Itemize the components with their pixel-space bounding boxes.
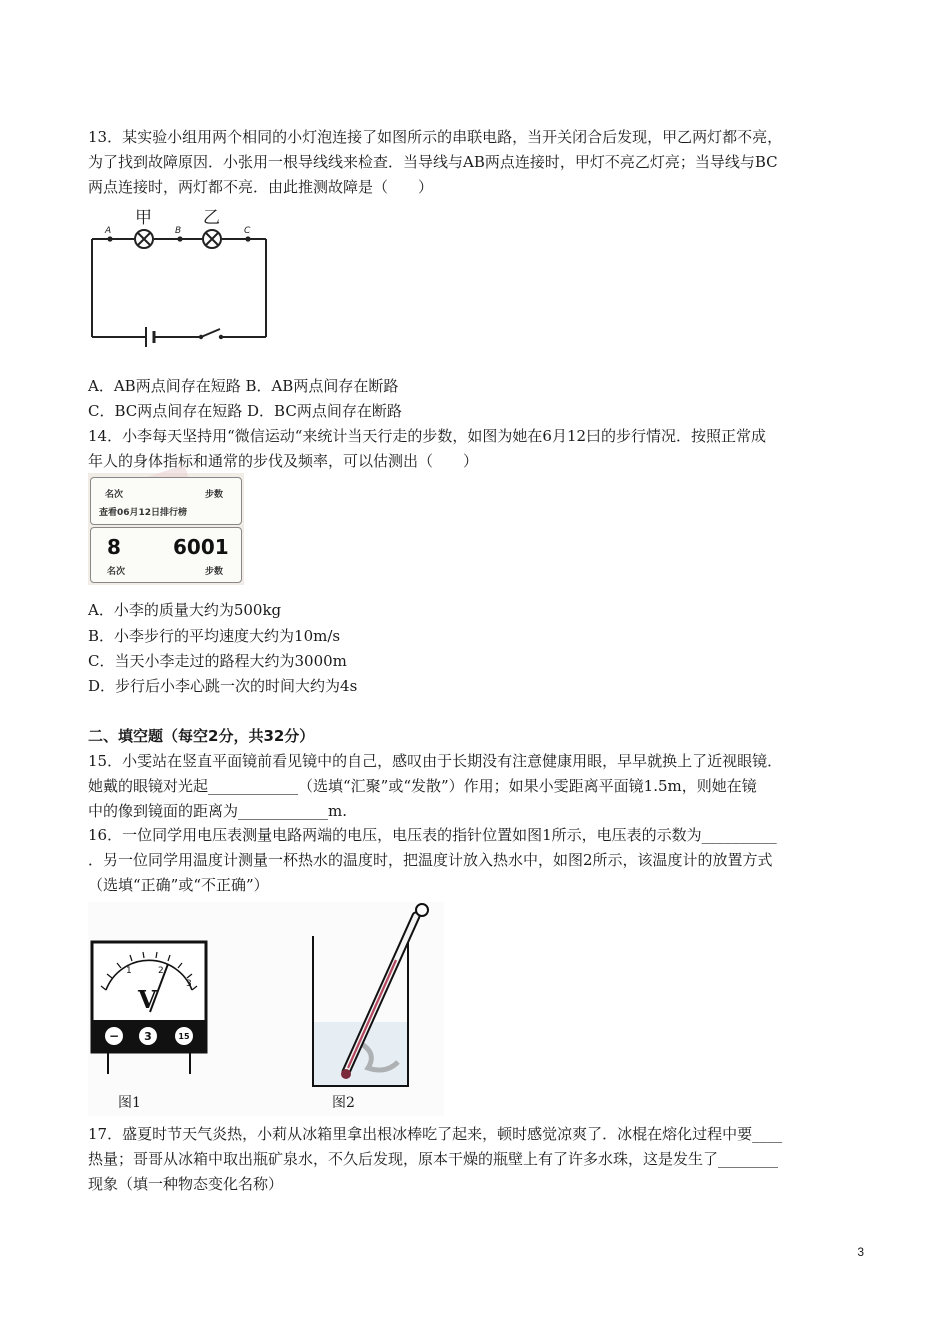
figure-2-label: 图2 <box>332 1095 355 1111</box>
scale-label-1: 1 <box>126 966 132 976</box>
lamp-yi-label: 乙 <box>203 208 220 228</box>
q13-line-2: 为了找到故障原因．小张用一根导线线来检查．当导线与AB两点连接时，甲灯不亮乙灯亮；当导线与BC <box>88 153 778 171</box>
rank-value: 8 <box>107 535 121 559</box>
ranking-header-card <box>90 477 242 525</box>
q14-option-b: B．小李步行的平均速度大约为10m/s <box>88 627 341 645</box>
terminal-3-label: 3 <box>144 1030 152 1043</box>
thermometer-beaker-figure <box>308 902 438 1102</box>
q17-line-2: 热量；哥哥从冰箱中取出瓶矿泉水，不久后发现，原本干燥的瓶壁上有了许多水珠，这是发生了________ <box>88 1150 779 1168</box>
figure-1-label: 图1 <box>118 1095 141 1111</box>
ranking-title: 查看06月12日排行榜 <box>99 508 188 518</box>
voltmeter-symbol: V <box>138 985 157 1014</box>
switch-pivot-dot <box>199 335 203 339</box>
q13-line-1: 13．某实验小组用两个相同的小灯泡连接了如图所示的串联电路，当开关闭合后发现，甲乙两灯都不亮， <box>88 128 783 146</box>
point-b-label: B <box>175 226 182 236</box>
q13-options-ab: A．AB两点间存在短路 B．AB两点间存在断路 <box>88 377 399 395</box>
q15-line-2: 她戴的眼镜对光起____________（选填“汇聚”或“发散”）作用；如果小雯距离平面镜1.5m，则她在镜 <box>88 777 757 795</box>
bottom-rank-label: 名次 <box>107 567 126 577</box>
q14-line-1: 14．小李每天坚持用“微信运动“来统计当天行走的步数，如图为她在6月12曰的步行情况．按照正常成 <box>88 427 767 445</box>
q15-line-1: 15．小雯站在竖直平面镜前看见镜中的自己，感叹由于长期没有注意健康用眼，早早就换上了近视眼镜． <box>88 752 783 770</box>
scale-label-3: 3 <box>186 979 192 989</box>
q17-line-3: 现象（填一种物态变化名称） <box>88 1175 284 1193</box>
point-a-dot <box>107 236 112 241</box>
bottom-steps-label: 步数 <box>205 567 224 577</box>
lamp-jia-label: 甲 <box>135 208 152 228</box>
q13-line-3: 两点连接时，两灯都不亮．由此推测故障是（ ） <box>88 178 434 196</box>
steps-value: 6001 <box>173 535 229 559</box>
terminal-negative-label: − <box>108 1029 120 1043</box>
terminal-15-label: 15 <box>178 1032 190 1041</box>
voltmeter-figure <box>90 940 210 1080</box>
q14-option-d: D．步行后小李心跳一次的时间大约为4s <box>88 677 358 695</box>
q16-line-2: ．另一位同学用温度计测量一杯热水的温度时，把温度计放入热水中，如图2所示，该温度计的放置方式 <box>88 851 773 869</box>
q16-line-1: 16．一位同学用电压表测量电路两端的电压，电压表的指针位置如图1所示，电压表的示数为__________ <box>88 826 777 844</box>
point-c-label: C <box>244 226 251 236</box>
point-a-label: A <box>105 226 112 236</box>
series-circuit-diagram <box>86 205 276 350</box>
q14-option-c: C．当天小李走过的路程大约为3000m <box>88 652 347 670</box>
page-number: 3 <box>857 1245 864 1259</box>
q15-line-3: 中的像到镜面的距离为____________m. <box>88 802 347 820</box>
q16-figures <box>88 902 444 1116</box>
wechat-sport-screenshot <box>88 473 244 585</box>
q14-line-2: 年人的身体指标和通常的步伐及频率，可以估测出（ ） <box>88 452 479 470</box>
switch-contact-dot <box>219 335 223 339</box>
section-2-heading: 二、填空题（每空2分，共32分） <box>88 727 315 745</box>
top-rank-label: 名次 <box>105 490 124 500</box>
point-c-dot <box>245 236 250 241</box>
ranking-result-card <box>90 527 242 583</box>
thermometer-bulb <box>341 1069 351 1079</box>
point-b-dot <box>177 236 182 241</box>
scale-label-2: 2 <box>158 966 164 976</box>
switch-lever <box>201 329 220 337</box>
q17-line-1: 17．盛夏时节天气炎热，小莉从冰箱里拿出根冰棒吃了起来，顿时感觉凉爽了．冰棍在熔化过程中要____ <box>88 1125 783 1143</box>
q13-options-cd: C．BC两点间存在短路 D．BC两点间存在断路 <box>88 402 402 420</box>
q16-line-3: （选填“正确”或“不正确”） <box>88 876 269 894</box>
top-steps-label: 步数 <box>205 490 224 500</box>
q14-option-a: A．小李的质量大约为500kg <box>88 601 282 619</box>
thermometer-top-ring <box>416 904 428 916</box>
